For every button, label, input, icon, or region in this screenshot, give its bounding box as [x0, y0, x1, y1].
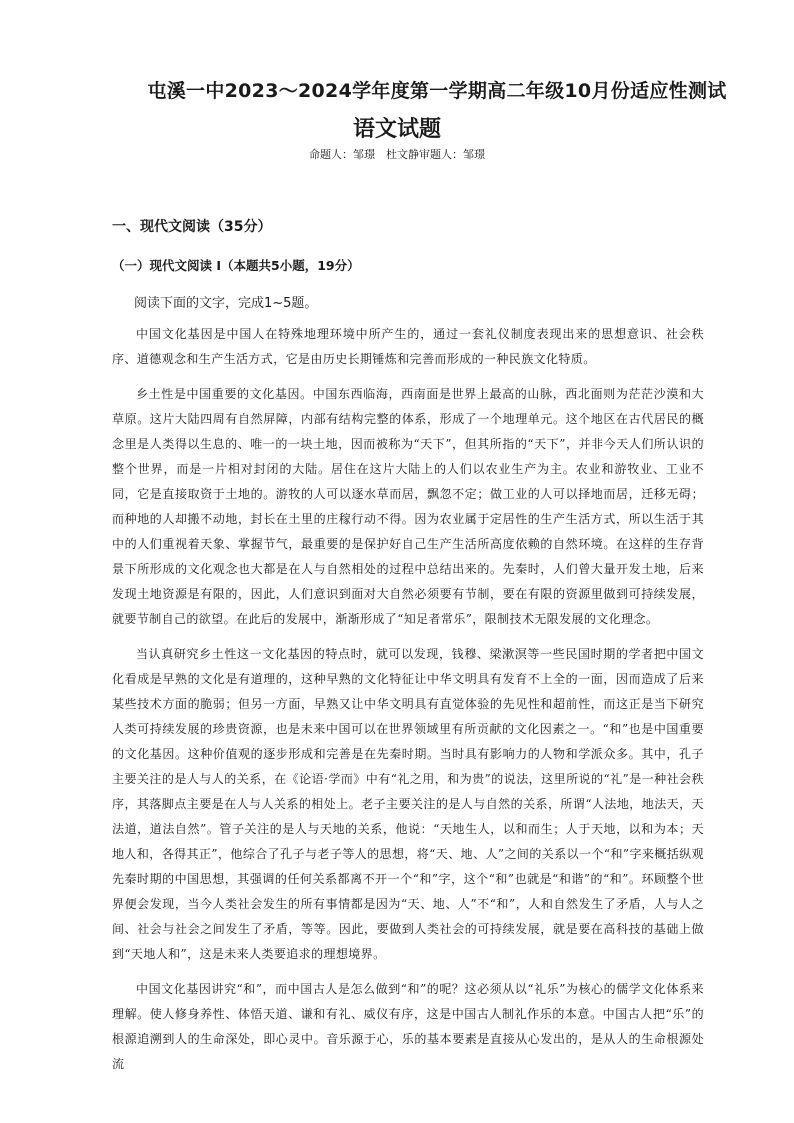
subsection-heading: （一）现代文阅读 I（本题共5小题，19分）	[112, 258, 360, 273]
exam-title: 屯溪一中2023～2024学年度第一学期高二年级10月份适应性测试	[147, 80, 727, 102]
author-credits: 命题人：邹璟 杜文静审题人：邹璟	[309, 148, 485, 161]
passage-paragraph: 中国文化基因是中国人在特殊地理环境中所产生的，通过一套礼仪制度表现出来的思想意识、社会秩序、道德观念和生产生活方式，它是由历史长期锤炼和完善而形成的一种民族文化特质。	[112, 327, 704, 366]
section-heading: 一、现代文阅读（35分）	[112, 219, 272, 235]
passage-paragraph: 乡土性是中国重要的文化基因。中国东西临海，西南面是世界上最高的山脉，西北面则为茫茫沙漠和大草原。这片大陆四周有自然屏障，内部有结构完整的体系，形成了一个地理单元。这个地区在古代居民的概念里是人类得以生息的、唯一的一块土地，因而被称为“天下”，但其所指的“天下”，并非今天人们所认识的整个世界，而是一片相对封闭的大陆。居住在这片大陆上的人们以农业生产为主。农业和游牧业、工业不同，它是直接取资于土地的。游牧的人可以逐水草而居，飘忽不定；做工业的人可以择地而居，迁移无碍；而种地的人却搬不动地，封长在土里的庄稼行动不得。因为农业属于定居性的生产生活方式，所以生活于其中的人们重视着天象、掌握节气，最重要的是保护好自己生产生活所高度依赖的自然环境。在这样的生存背景下所形成的文化观念也大都是在人与自然相处的过程中总结出来的。先秦时，人们曾大量开发土地，后来发现土地资源是有限的，因此，人们意识到面对大自然必须要有节制，要在有限的资源里做到可持续发展，就要节制自己的欲望。在此后的发展中，渐渐形成了“知足者常乐”，限制技术无限发展的文化理念。	[112, 387, 704, 626]
exam-subject-title: 语文试题	[352, 117, 441, 142]
passage-paragraph: 中国文化基因讲究“和”，而中国古人是怎么做到“和”的呢？这必须从以“礼乐”为核心的儒学文化体系来理解。使人修身养性、体悟天道、谦和有礼、威仪有序，这是中国古人制礼作乐的本意。中国古人把“乐”的根源追溯到人的生命深处，即心灵中。音乐源于心，乐的基本要素是直接从心发出的，是从人的生命根源处流	[112, 982, 704, 1071]
passage-body	[112, 322, 704, 1085]
reading-instruction: 阅读下面的文字，完成1~5题。	[134, 296, 318, 311]
passage-paragraph: 当认真研究乡土性这一文化基因的特点时，就可以发现，钱穆、梁漱溟等一些民国时期的学者把中国文化看成是早熟的文化是有道理的，这种早熟的文化特征让中华文明具有发育不上全的一面，因而造成了后来某些技术方面的脆弱；但另一方面，早熟又让中华文明具有直觉体验的先见性和超前性，而这正是当下研究人类可持续发展的珍贵资源，也是未来中国可以在世界领域里有所贡献的文化因素之一。“和”也是中国重要的文化基因。这种价值观的逐步形成和完善是在先秦时期。当时具有影响力的人物和学派众多。其中，孔子主要关注的是人与人的关系，在《论语·学而》中有“礼之用，和为贵”的说法，这里所说的“礼”是一种社会秩序，其落脚点主要是在人与人关系的相处上。老子主要关注的是人与自然的关系，所谓“人法地，地法天，天法道，道法自然”。管子关注的是人与天地的关系，他说：“天地生人，以和而生；人于天地，以和为本；天地人和，各得其正”，他综合了孔子与老子等人的思想，将“天、地、人”之间的关系以一个“和”字来概括纵观先秦时期的中国思想，其强调的任何关系都离不开一个“和”字，这个“和”也就是“和谐”的“和”。环顾整个世界便会发现，当今人类社会发生的所有事情都是因为“天、地、人”不“和”，人和自然发生了矛盾，人与人之间、社会与社会之间发生了矛盾，等等。因此，要做到人类社会的可持续发展，就是要在高科技的基础上做到“天地人和”，这是未来人类要追求的理想境界。	[112, 647, 704, 961]
